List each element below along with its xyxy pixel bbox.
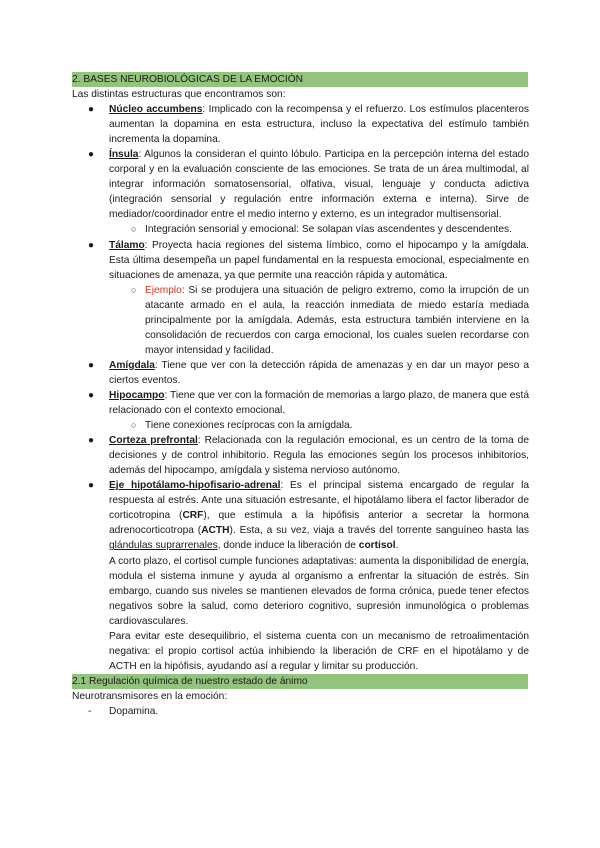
intro-text: Las distintas estructuras que encontramos son:	[72, 89, 286, 101]
list-item: ● Hipocampo: Tiene que ver con la formación de memorias a largo plazo, de manera que está relacionado con el contexto emocional. ○ Tiene conexiones recíprocas con la amígdala.	[72, 388, 529, 433]
sub-list-item: ○ Ejemplo: Si se produjera una situación de peligro extremo, como la irrupción de un atacante armado en el aula, la reacción inmediata de miedo estaría mediada principalmente por la amígdala. Además, esta estructura también interviene en la consolidación de recuerdos con carga emocional, los cuales suelen recordarse con mayor intensidad y facilidad.	[131, 284, 529, 356]
sub-list-item: ○ Tiene conexiones recíprocas con la amígdala.	[131, 420, 353, 432]
document-page	[72, 72, 529, 719]
neuro-list	[72, 704, 529, 719]
structures-list	[72, 102, 529, 674]
neuro-intro: Neurotransmisores en la emoción:	[72, 690, 228, 702]
list-item: ● Ínsula: Algunos la consideran el quinto lóbulo. Participa en la percepción interna del estado corporal y en la evaluación consciente de las emociones. Se trata de un área multimodal, al integrar información somatosensorial, olfativa, visual, lenguaje y conducta adictiva (integración sensorial y regulación entre información externa e interna). Sirve de mediador/coordinador entre el medio interno y externo, es un integrador multisensorial. ○ Integración sensorial y emocional: Se solapan vías ascendentes y descendentes.	[72, 147, 529, 237]
sub-list-item: ○ Integración sensorial y emocional: Se solapan vías ascendentes y descendentes.	[131, 224, 512, 236]
list-item: - Dopamina.	[88, 705, 159, 717]
list-item: ● Amígdala: Tiene que ver con la detección rápida de amenazas y en dar un mayor peso a ciertos eventos.	[88, 359, 529, 386]
subsection-title: 2.1 Regulación química de nuestro estado de ánimo	[72, 674, 528, 689]
list-item: ● Corteza prefrontal: Relacionada con la regulación emocional, es un centro de la toma de decisiones y de control inhibitorio. Regula las emociones según los procesos inhibitorios, además del hipocampo, amígdala y sistema nervioso autónomo.	[88, 435, 529, 477]
list-item: ● Núcleo accumbens: Implicado con la recompensa y el refuerzo. Los estímulos placenteros aumentan la dopamina en esta estructura, incluso la expectativa del estímulo también incrementa la dopamina.	[88, 104, 529, 146]
list-item: ● Eje hipotálamo-hipofisario-adrenal: Es el principal sistema encargado de regular la respuesta al estrés. Ante una situación estresante, el hipotálamo libera el factor liberador de corticotropina (CRF), que estimula a la hipófisis anterior a secretar la hormona adrenocorticotropa (ACTH). Esta, a su vez, viaja a través del torrente sanguíneo hasta las glándulas suprarrenales, donde induce la liberación de cortisol. A corto plazo, el cortisol cumple funciones adaptativas: aumenta la disponibilidad de energía, modula el sistema inmune y ayuda al organismo a enfrentar la situación de estrés. Sin embargo, cuando sus niveles se mantienen elevados de forma crónica, puede tener efectos negativos sobre la salud, como deterioro cognitivo, supresión inmunológica o problemas cardiovasculares. Para evitar este desequilibrio, el sistema cuenta con un mecanismo de retroalimentación negativa: el propio cortisol actúa inhibiendo la liberación de CRF en el hipotálamo y de ACTH en la hipófisis, ayudando así a regular y limitar su producción.	[88, 480, 529, 672]
list-item: ● Tálamo: Proyecta hacia regiones del sistema límbico, como el hipocampo y la amígdala. Esta última desempeña un papel fundamental en la respuesta emocional, especialmente en situaciones de amenaza, ya que permite una reacción rápida y automática. ○ Ejemplo: Si se produjera una situación de peligro extremo, como la irrupción de un atacante armado en el aula, la reacción inmediata de miedo estaría mediada principalmente por la amígdala. Además, esta estructura también interviene en la consolidación de recuerdos con carga emocional, los cuales suelen recordarse con mayor intensidad y facilidad.	[72, 238, 529, 358]
section-title: 2. BASES NEUROBIOLÓGICAS DE LA EMOCIÓN	[72, 72, 528, 87]
